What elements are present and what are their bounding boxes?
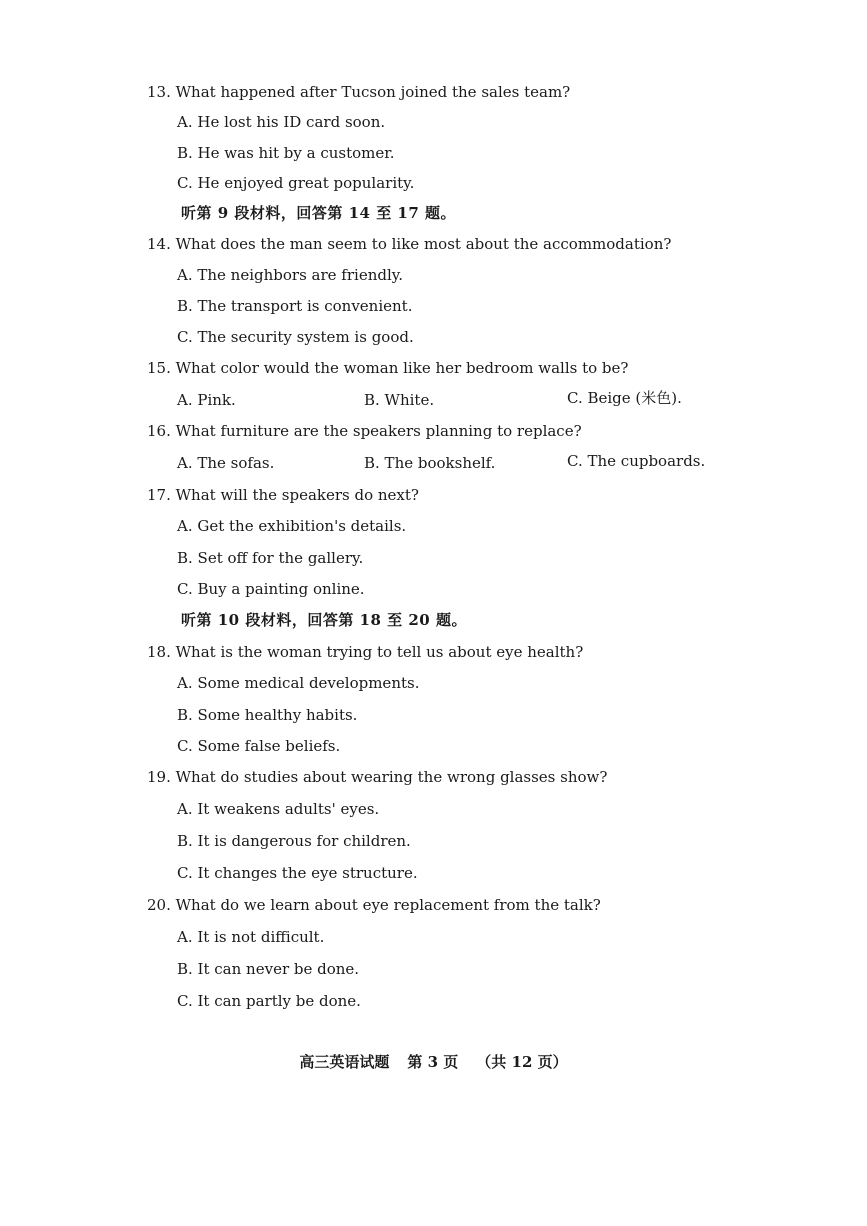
question-18-option-b: B. Some healthy habits. [177, 706, 358, 724]
question-14-option-a: A. The neighbors are friendly. [177, 266, 404, 284]
question-16-stem: 16. What furniture are the speakers planning to replace? [147, 422, 582, 440]
question-15-option-a: A. Pink. [177, 391, 236, 409]
question-17-stem: 17. What will the speakers do next? [147, 486, 419, 504]
question-14-option-b: B. The transport is convenient. [177, 297, 413, 315]
page-footer [0, 1051, 867, 1072]
question-15-option-c: C. Beige (米色). [567, 389, 682, 407]
section-note-9: 听第 9 段材料，回答第 14 至 17 题。 [181, 204, 457, 222]
question-20-stem: 20. What do we learn about eye replacement from the talk? [147, 896, 601, 914]
footer-subject: 高三英语试题 [299, 1053, 390, 1071]
question-13-option-a: A. He lost his ID card soon. [177, 113, 386, 131]
question-19-option-a: A. It weakens adults' eyes. [177, 800, 380, 818]
question-15-stem: 15. What color would the woman like her bedroom walls to be? [147, 359, 629, 377]
question-17-option-a: A. Get the exhibition's details. [177, 517, 407, 535]
question-20-option-b: B. It can never be done. [177, 960, 360, 978]
question-20-option-a: A. It is not difficult. [177, 928, 325, 946]
question-16-option-a: A. The sofas. [177, 454, 275, 472]
footer-page-number: 第 3 页 [407, 1053, 459, 1071]
question-19-option-b: B. It is dangerous for children. [177, 832, 411, 850]
question-19-stem: 19. What do studies about wearing the wrong glasses show? [147, 768, 608, 786]
question-16-option-b: B. The bookshelf. [364, 454, 496, 472]
question-18-option-c: C. Some false beliefs. [177, 737, 341, 755]
section-note-10: 听第 10 段材料，回答第 18 至 20 题。 [181, 611, 467, 629]
question-17-option-b: B. Set off for the gallery. [177, 549, 364, 567]
question-13-option-c: C. He enjoyed great popularity. [177, 174, 415, 192]
question-18-stem: 18. What is the woman trying to tell us about eye health? [147, 643, 584, 661]
question-19-option-c: C. It changes the eye structure. [177, 864, 418, 882]
question-18-option-a: A. Some medical developments. [177, 674, 420, 692]
question-16-option-c: C. The cupboards. [567, 452, 706, 470]
question-13-option-b: B. He was hit by a customer. [177, 144, 395, 162]
footer-total-pages: （共 12 页） [476, 1053, 568, 1071]
question-15-option-b: B. White. [364, 391, 435, 409]
question-14-option-c: C. The security system is good. [177, 328, 414, 346]
question-17-option-c: C. Buy a painting online. [177, 580, 365, 598]
question-14-stem: 14. What does the man seem to like most about the accommodation? [147, 235, 672, 253]
question-20-option-c: C. It can partly be done. [177, 992, 361, 1010]
question-13-stem: 13. What happened after Tucson joined the sales team? [147, 83, 571, 101]
